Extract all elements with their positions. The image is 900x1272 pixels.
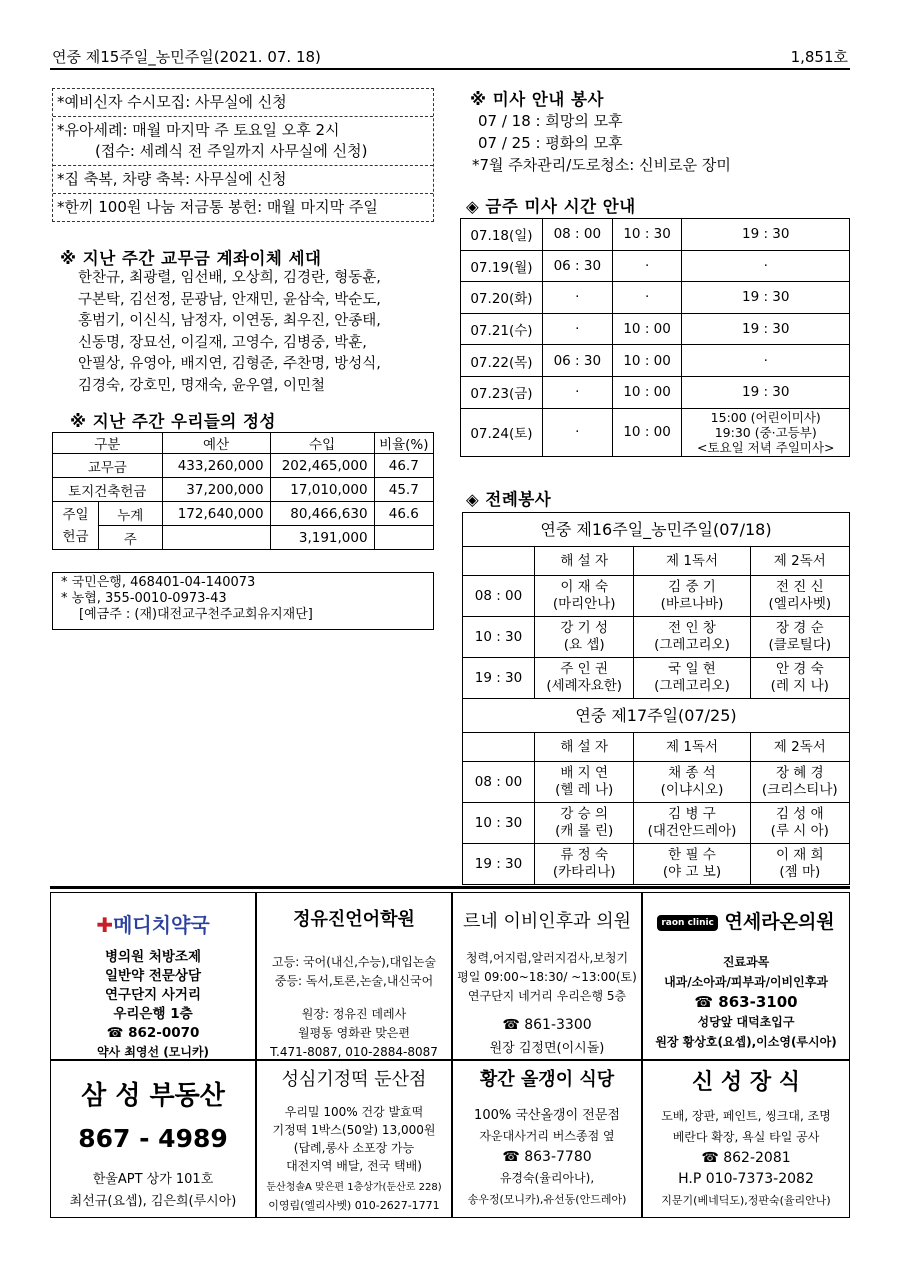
liturgy-table [462, 512, 850, 885]
time-cell: 08 : 00 [463, 762, 535, 803]
mass-cell: 07.19(월) [461, 250, 543, 282]
server-cell [535, 844, 634, 885]
mass-cell: 07.24(토) [461, 408, 543, 456]
server-name: 김 병 구 [668, 806, 716, 822]
transfer-names [78, 268, 381, 397]
mass-cell: 19 : 30 [682, 282, 850, 314]
mass-cell: 19 : 30 [682, 376, 850, 408]
server-name: 전 진 신 [775, 579, 824, 595]
notice-subline: (접수: 세례식 전 주일까지 사무실에 신청) [95, 142, 368, 160]
mass-cell [682, 408, 850, 456]
finance-title: ※ 지난 주간 우리들의 정성 [70, 412, 276, 431]
raon-logo-icon: raon clinic [657, 915, 718, 931]
table-row [461, 219, 850, 251]
server-cell [634, 658, 750, 699]
notice-item: *예비신자 수시모집: 사무실에 신청 [53, 89, 433, 117]
baptismal-name: (루 시 아) [770, 823, 829, 839]
mass-note: <토요일 저녁 주일미사> [696, 439, 835, 455]
server-name: 장 혜 경 [775, 765, 824, 781]
col-header: 수입 [270, 433, 374, 454]
server-cell [634, 803, 750, 844]
cross-icon: ✚ [96, 913, 114, 937]
server-cell [634, 762, 750, 803]
ad-interior: 신 성 장 식 도배, 장판, 페인트, 씽크대, 조명 베란다 확장, 욕실 타일 공사 ☎ 862-2081 H.P 010-7373-2082 지문기(베네딕도),정판숙(율리안나) [643, 1061, 849, 1217]
server-name: 이 재 숙 [560, 579, 609, 595]
server-cell [750, 844, 849, 885]
baptismal-name: (대건안드레아) [647, 823, 737, 839]
mass-cell: 07.18(일) [461, 219, 543, 251]
account-line: * 국민은행, 468401-04-140073 [61, 575, 256, 590]
week-title: 연중 제17주일(07/25) [463, 699, 850, 733]
account-line: * 농협, 355-0010-0973-43 [61, 591, 227, 606]
col-header: 해 설 자 [535, 733, 634, 762]
server-cell [750, 576, 849, 617]
col-header: 구분 [53, 433, 163, 454]
col-header: 제 1독서 [634, 547, 750, 576]
mass-service-list [472, 110, 731, 176]
server-name: 류 정 숙 [560, 847, 609, 863]
server-cell [535, 658, 634, 699]
table-row [463, 733, 850, 762]
baptismal-name: (크리스티나) [761, 782, 838, 798]
server-cell [535, 617, 634, 658]
server-name: 안 경 숙 [775, 661, 824, 677]
mass-cell: 10 : 30 [612, 219, 682, 251]
table-row [461, 250, 850, 282]
ad-title: 신 성 장 식 [692, 1070, 800, 1095]
mass-cell: 10 : 00 [612, 313, 682, 345]
baptismal-name: (엘리사벳) [768, 596, 832, 612]
server-name: 배 지 연 [560, 765, 609, 781]
col-header: 해 설 자 [535, 547, 634, 576]
page-header [50, 44, 850, 70]
baptismal-name: (헬 레 나) [555, 782, 614, 798]
server-name: 주 인 권 [560, 661, 609, 677]
mass-cell: · [542, 282, 612, 314]
mass-cell: 19 : 30 [682, 219, 850, 251]
time-cell: 19 : 30 [463, 658, 535, 699]
time-cell: 19 : 30 [463, 844, 535, 885]
finance-table [52, 432, 434, 550]
baptismal-name: (캐 롤 린) [555, 823, 614, 839]
service-line: 07 / 18 : 희망의 모후 [478, 112, 623, 130]
notice-item: *집 축복, 차량 축복: 사무실에 신청 [53, 166, 433, 194]
table-row [463, 762, 850, 803]
table-row: 토지건축헌금 37,200,000 17,010,000 45.7 [53, 478, 434, 502]
table-row [463, 576, 850, 617]
server-name: 한 필 수 [668, 847, 716, 863]
service-line: *7월 주차관리/도로청소: 신비로운 장미 [472, 156, 731, 174]
time-cell: 10 : 30 [463, 617, 535, 658]
notice-box [52, 88, 434, 222]
col-header: 예산 [162, 433, 270, 454]
mass-cell: · [612, 282, 682, 314]
ad-title: 정유진언어학원 [293, 909, 415, 930]
baptismal-name: (카타리나) [552, 864, 616, 880]
col-header: 제 2독서 [750, 733, 849, 762]
mass-cell: 10 : 00 [612, 376, 682, 408]
service-line: 07 / 25 : 평화의 모후 [478, 134, 623, 152]
ad-pharmacy: ✚메디치약국 병의원 처방조제 일반약 전문상담 연구단지 사거리 우리은행 1층 ☎ 862-0070 약사 최영선 (모니카) [51, 893, 257, 1061]
names-line: 안필상, 유영아, 배지연, 김형준, 주찬명, 방성식, [78, 356, 381, 372]
ads-section [50, 892, 850, 1218]
baptismal-name: (야 고 보) [662, 864, 722, 880]
notice-item: *유아세례: 매월 마지막 주 토요일 오후 2시 (접수: 세례식 전 주일까지 사무실에 신청) [53, 117, 433, 166]
server-cell [750, 658, 849, 699]
ad-title: 성심기정떡 둔산점 [281, 1069, 427, 1090]
mass-cell: · [612, 250, 682, 282]
divider [50, 886, 850, 889]
notice-item: *한끼 100원 나눔 저금통 봉헌: 매월 마지막 주일 [57, 198, 378, 216]
baptismal-name: (마리안나) [552, 596, 616, 612]
table-row: 교무금 433,260,000 202,465,000 46.7 [53, 454, 434, 478]
server-name: 이 재 희 [775, 847, 824, 863]
table-row: 주 3,191,000 [53, 526, 434, 550]
mass-cell: · [542, 313, 612, 345]
issue-number: 1,851호 [790, 48, 848, 66]
empty-cell [463, 733, 535, 762]
ad-clinic-raon: raon clinic 연세라온의원 진료과목 내과/소아과/피부과/이비인후과 ☎ 863-3100 성당앞 대덕초입구 원장 황상호(요셉),이소영(루시아) [643, 893, 849, 1061]
table-row [461, 282, 850, 314]
col-header: 비율(%) [374, 433, 433, 454]
names-line: 신동명, 장묘선, 이길재, 고영수, 김병중, 박훈, [78, 334, 367, 351]
server-name: 전 인 창 [668, 620, 716, 636]
server-cell [750, 762, 849, 803]
mass-note: 15:00 (어린이미사) [710, 409, 821, 425]
ad-academy: 정유진언어학원 고등: 국어(내신,수능),대입논술 중등: 독서,토론,논술,내신국어 원장: 정유진 데레사 월평동 영화관 맞은편 T.471-8087, 010-2884-8087 [257, 893, 453, 1061]
baptismal-name: (세례자요한) [546, 678, 623, 694]
mass-service-title: ※ 미사 안내 봉사 [470, 90, 604, 109]
baptismal-name: (바르나바) [660, 596, 724, 612]
server-cell [535, 576, 634, 617]
server-name: 국 일 현 [668, 661, 716, 677]
server-name: 강 승 의 [560, 806, 609, 822]
mass-times-title: ◈ 금주 미사 시간 안내 [466, 197, 636, 216]
transfer-title: ※ 지난 주간 교무금 계좌이체 세대 [60, 249, 322, 268]
mass-note: 19:30 (중·고등부) [714, 424, 817, 440]
baptismal-name: (젬 마) [779, 864, 821, 880]
empty-cell [463, 547, 535, 576]
table-row [463, 617, 850, 658]
table-row [461, 345, 850, 377]
table-row [461, 376, 850, 408]
table-row [463, 844, 850, 885]
ad-title: 르네 이비인후과 의원 [463, 911, 631, 932]
liturgy-title: ◈ 전례봉사 [466, 490, 552, 509]
week-title: 연중 제16주일_농민주일(07/18) [463, 513, 850, 547]
ad-title: 삼 성 부동산 [81, 1081, 225, 1111]
baptismal-name: (요 셉) [563, 637, 605, 653]
baptismal-name: (클로틸다) [768, 637, 832, 653]
time-cell: 08 : 00 [463, 576, 535, 617]
table-row [463, 547, 850, 576]
server-cell [634, 617, 750, 658]
ad-phone: 867 - 4989 [78, 1124, 228, 1153]
mass-cell: 06 : 30 [542, 345, 612, 377]
names-line: 한찬규, 최광렬, 임선배, 오상희, 김경란, 형동훈, [78, 270, 381, 286]
table-row [463, 803, 850, 844]
server-cell [750, 617, 849, 658]
ad-clinic-ent: 르네 이비인후과 의원 청력,어지럼,알러지검사,보청기 평일 09:00~18:30/ ~13:00(토) 연구단지 네거리 우리은행 5층 ☎ 861-3300 원장 김정면(이시돌) [453, 893, 643, 1061]
server-name: 강 기 성 [560, 620, 609, 636]
server-cell [634, 576, 750, 617]
bulletin-title: 연중 제15주일_농민주일(2021. 07. 18) [52, 48, 321, 66]
server-name: 김 성 애 [775, 806, 824, 822]
mass-cell: 07.22(목) [461, 345, 543, 377]
server-name: 김 중 기 [668, 579, 716, 595]
names-line: 김경숙, 강호민, 명재숙, 윤우열, 이민철 [78, 377, 325, 394]
server-name: 채 종 석 [668, 765, 716, 781]
table-row: 주일 헌금 누계 172,640,000 80,466,630 46.6 [53, 502, 434, 526]
mass-cell: · [542, 376, 612, 408]
ad-title: 황간 올갱이 식당 [479, 1069, 615, 1090]
mass-cell: 07.20(화) [461, 282, 543, 314]
mass-cell: 10 : 00 [612, 345, 682, 377]
mass-cell: · [682, 345, 850, 377]
account-holder: [예금주 : (재)대전교구천주교회유지재단] [79, 607, 313, 622]
names-line: 구본탁, 김선정, 문광남, 안재민, 윤삼숙, 박순도, [78, 291, 381, 308]
baptismal-name: (레 지 나) [770, 678, 829, 694]
col-header: 제 1독서 [634, 733, 750, 762]
ad-restaurant: 황간 올갱이 식당 100% 국산올갱이 전문점 자운대사거리 버스종점 옆 ☎ 863-7780 유경숙(율리아나), 송우정(모니카),유선동(안드레아) [453, 1061, 643, 1217]
ad-realty: 삼 성 부동산 867 - 4989 한울APT 상가 101호 최선규(요셉), 김은희(루시아) [51, 1061, 257, 1217]
mass-cell: 19 : 30 [682, 313, 850, 345]
col-header: 제 2독서 [750, 547, 849, 576]
mass-cell: 07.23(금) [461, 376, 543, 408]
ad-title: ✚메디치약국 [96, 913, 210, 937]
ad-ricecake: 성심기정떡 둔산점 우리밀 100% 건강 발효떡 기정떡 1박스(50알) 13,000원 (답례,롱사 소포장 가능 대전지역 배달, 전국 택배) 둔산청솔A 맞은편 1층상가(둔산로 228) 이영림(엘리사벳) 010-2627-1771 [257, 1061, 453, 1217]
mass-cell: 07.21(수) [461, 313, 543, 345]
time-cell: 10 : 30 [463, 803, 535, 844]
mass-cell: · [682, 250, 850, 282]
table-row [461, 408, 850, 456]
mass-times-table [460, 218, 850, 457]
mass-cell: 08 : 00 [542, 219, 612, 251]
baptismal-name: (이냐시오) [660, 782, 724, 798]
server-name: 장 경 순 [775, 620, 824, 636]
server-cell [750, 803, 849, 844]
baptismal-name: (그레고리오) [654, 637, 730, 653]
table-row [463, 658, 850, 699]
server-cell [535, 762, 634, 803]
account-info [52, 572, 434, 630]
server-cell [535, 803, 634, 844]
mass-cell: · [542, 408, 612, 456]
table-row [461, 313, 850, 345]
names-line: 홍범기, 이신식, 남정자, 이연동, 최우진, 안종태, [78, 313, 381, 329]
ad-title: raon clinic 연세라온의원 [643, 907, 849, 934]
baptismal-name: (그레고리오) [654, 678, 730, 694]
mass-cell: 06 : 30 [542, 250, 612, 282]
mass-cell: 10 : 00 [612, 408, 682, 456]
server-cell [634, 844, 750, 885]
